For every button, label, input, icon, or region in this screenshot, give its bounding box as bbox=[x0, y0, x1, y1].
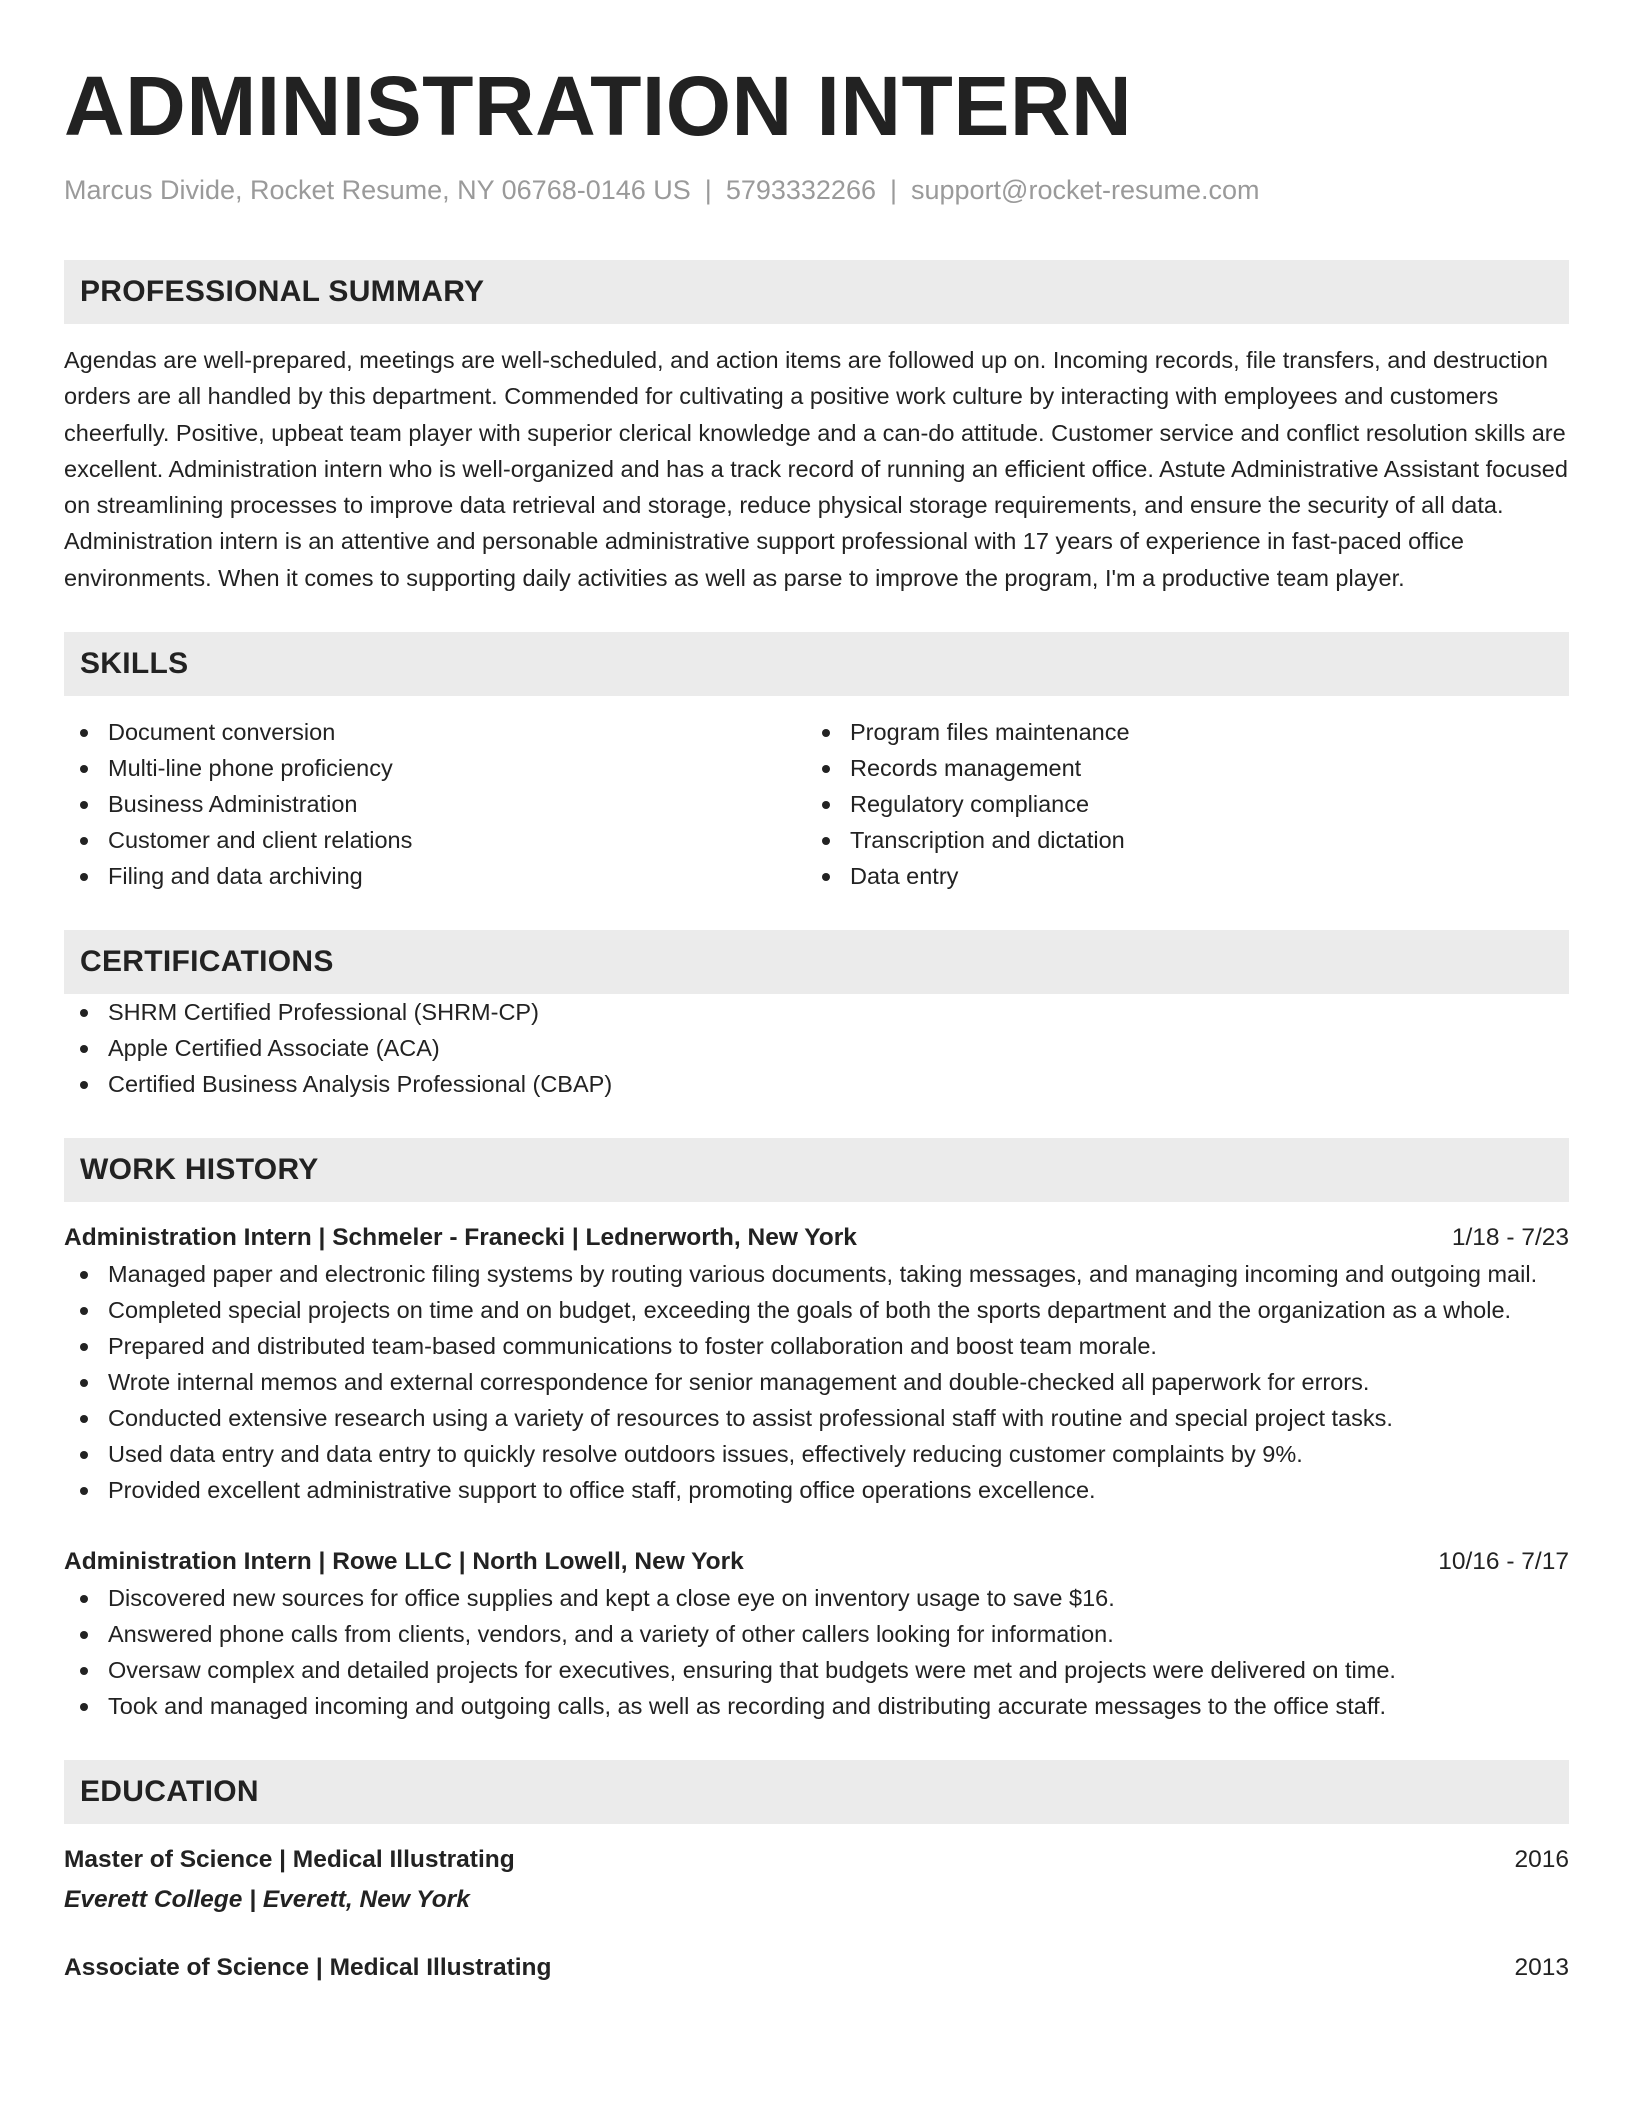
job-dates: 1/18 - 7/23 bbox=[1451, 1224, 1569, 1252]
resume-title: ADMINISTRATION INTERN bbox=[64, 59, 1133, 153]
education-header bbox=[64, 1950, 1569, 1986]
skill-item: Document conversion bbox=[64, 714, 806, 750]
skill-item: Regulatory compliance bbox=[806, 786, 1548, 822]
skill-item: Business Administration bbox=[64, 786, 806, 822]
job-bullet: Wrote internal memos and external correspondence for senior management and double-checked all paperwork for errors. bbox=[64, 1364, 1569, 1400]
skill-item: Filing and data archiving bbox=[64, 858, 806, 894]
job-bullet: Took and managed incoming and outgoing calls, as well as recording and distributing accurate messages to the office staff. bbox=[64, 1688, 1569, 1724]
contact-address: Marcus Divide, Rocket Resume, NY 06768-0146 US bbox=[64, 175, 691, 205]
skill-item: Records management bbox=[806, 750, 1548, 786]
contact-line bbox=[64, 172, 1569, 208]
contact-separator: | bbox=[889, 175, 897, 205]
job-bullet: Used data entry and data entry to quickly resolve outdoors issues, effectively reducing customer complaints by 9%. bbox=[64, 1436, 1569, 1472]
job-header bbox=[64, 1544, 1569, 1580]
job-bullet: Prepared and distributed team-based communications to foster collaboration and boost team morale. bbox=[64, 1328, 1569, 1364]
education-degree: Associate of Science | Medical Illustrating bbox=[64, 1954, 552, 1982]
job-bullet: Discovered new sources for office supplies and kept a close eye on inventory usage to save $16. bbox=[64, 1580, 1569, 1616]
job-bullet: Answered phone calls from clients, vendors, and a variety of other callers looking for information. bbox=[64, 1616, 1569, 1652]
certifications-list bbox=[64, 994, 1569, 1102]
job-header bbox=[64, 1220, 1569, 1256]
skills-list-right bbox=[806, 714, 1548, 894]
job-bullet: Oversaw complex and detailed projects for executives, ensuring that budgets were met and projects were delivered on time. bbox=[64, 1652, 1569, 1688]
job-bullet: Managed paper and electronic filing systems by routing various documents, taking messages, and managing incoming and outgoing mail. bbox=[64, 1256, 1569, 1292]
education-year: 2013 bbox=[1514, 1954, 1569, 1982]
skill-item: Program files maintenance bbox=[806, 714, 1548, 750]
skill-item: Customer and client relations bbox=[64, 822, 806, 858]
job-bullets bbox=[64, 1256, 1569, 1508]
certification-item: Certified Business Analysis Professional (CBAP) bbox=[64, 1066, 1569, 1102]
job-dates: 10/16 - 7/17 bbox=[1438, 1548, 1569, 1576]
education-entry bbox=[64, 1842, 1569, 1918]
summary-text: Agendas are well-prepared, meetings are well-scheduled, and action items are followed up on. Incoming records, file transfers, and destruction orders are all handled by this department. Commended for cultivating a positive work culture by interacting with employees and customers cheerfully. Positive, upbeat team player with superior clerical knowledge and a can-do attitude. Customer service and conflict resolution skills are excellent. Administration intern who is well-organized and has a track record of running an efficient office. Astute Administrative Assistant focused on streamlining processes to improve data retrieval and storage, reduce physical storage requirements, and ensure the security of all data. Administration intern is an attentive and personable administrative support professional with 17 years of experience in fast-paced office environments. When it comes to supporting daily activities as well as parse to improve the program, I'm a productive team player. bbox=[64, 347, 1568, 591]
contact-phone: 5793332266 bbox=[725, 175, 876, 205]
skill-item: Transcription and dictation bbox=[806, 822, 1548, 858]
skills-list-left bbox=[64, 714, 806, 894]
job-bullet: Completed special projects on time and on budget, exceeding the goals of both the sports department and the organization as a whole. bbox=[64, 1292, 1569, 1328]
education-heading: EDUCATION bbox=[80, 1775, 259, 1809]
job-bullet: Conducted extensive research using a variety of resources to assist professional staff with routine and special project tasks. bbox=[64, 1400, 1569, 1436]
summary-section-header bbox=[64, 260, 1569, 324]
certification-item: SHRM Certified Professional (SHRM-CP) bbox=[64, 994, 1569, 1030]
skills-section-header bbox=[64, 632, 1569, 696]
skills-columns bbox=[64, 714, 1569, 894]
job-entry bbox=[64, 1220, 1569, 1508]
skill-item: Multi-line phone proficiency bbox=[64, 750, 806, 786]
certifications-heading: CERTIFICATIONS bbox=[80, 945, 334, 979]
skill-item: Data entry bbox=[806, 858, 1548, 894]
education-school: Everett College | Everett, New York bbox=[64, 1886, 470, 1914]
job-bullets bbox=[64, 1580, 1569, 1724]
contact-separator: | bbox=[704, 175, 712, 205]
education-section-header bbox=[64, 1760, 1569, 1824]
job-title: Administration Intern | Schmeler - Franecki | Lednerworth, New York bbox=[64, 1224, 857, 1252]
job-entry bbox=[64, 1544, 1569, 1724]
certification-item: Apple Certified Associate (ACA) bbox=[64, 1030, 1569, 1066]
summary-heading: PROFESSIONAL SUMMARY bbox=[80, 275, 485, 308]
job-bullet: Provided excellent administrative support to office staff, promoting office operations excellence. bbox=[64, 1472, 1569, 1508]
education-header bbox=[64, 1842, 1569, 1878]
job-title: Administration Intern | Rowe LLC | North Lowell, New York bbox=[64, 1548, 744, 1576]
education-degree: Master of Science | Medical Illustrating bbox=[64, 1846, 515, 1874]
contact-email[interactable]: support@rocket-resume.com bbox=[911, 175, 1260, 205]
skills-heading: SKILLS bbox=[80, 647, 189, 681]
education-year: 2016 bbox=[1514, 1846, 1569, 1874]
certifications-section-header bbox=[64, 930, 1569, 994]
work-history-section-header bbox=[64, 1138, 1569, 1202]
education-entry bbox=[64, 1950, 1569, 1986]
work-history-heading: WORK HISTORY bbox=[80, 1153, 319, 1187]
